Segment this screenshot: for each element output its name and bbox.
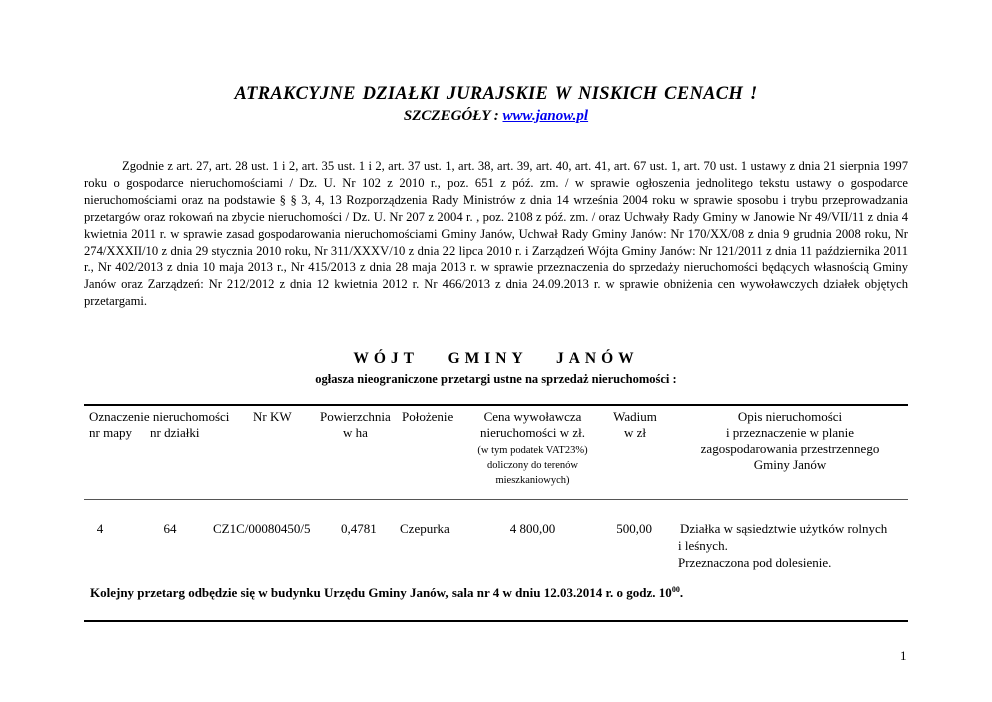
header-wadium: Wadium [613,409,657,424]
header-powierzchnia: Powierzchnia [320,409,391,424]
details-line [0,108,992,125]
header-opis: Opis nieruchomości [737,409,843,424]
cell-opis-2: i leśnych. [678,538,728,553]
page-title: ATRAKCYJNE DZIAŁKI JURAJSKIE W NISKICH CENACH ! [234,84,758,104]
header-powierzchnia-unit: w ha [343,425,368,440]
next-auction-note [90,585,683,601]
cell-wadium: 500,00 [616,521,652,536]
next-auction-text: Kolejny przetarg odbędzie się w budynku Urzędu Gminy Janów, sala nr 4 w dniu 12.03.2014 r. o godz. 10 [90,585,672,600]
header-cena-note-3: mieszkaniowych) [495,475,570,486]
cell-powierzchnia: 0,4781 [341,521,377,536]
cell-opis-3: Przeznaczona pod dolesienie. [678,555,832,570]
page-number: 1 [900,648,907,663]
announcement-subheading: ogłasza nieograniczone przetargi ustne na sprzedaż nieruchomości : [315,372,677,386]
next-auction-end: . [679,585,684,600]
cell-polozenie: Czepurka [400,521,450,536]
header-opis-4: Gminy Janów [753,457,827,472]
header-cena: Cena wywoławcza [483,409,582,424]
header-cena-note-2: doliczony do terenów [487,460,578,471]
cell-cena: 4 800,00 [509,521,556,536]
header-wadium-unit: w zł [623,425,647,440]
table-header-rule [84,499,908,500]
header-oznaczenie: Oznaczenie nieruchomości [89,409,230,424]
header-nr-dzialki: nr działki [150,425,200,440]
table-top-rule [84,404,908,406]
details-label: SZCZEGÓŁY : [403,108,499,124]
website-link[interactable]: www.janow.pl [502,108,589,124]
bottom-rule [84,620,908,622]
header-cena-note-vat: (w tym podatek VAT23%) [477,445,588,456]
cell-nr-dzialki: 64 [163,521,177,536]
header-polozenie: Położenie [402,409,454,424]
next-auction-minutes: 00 [671,585,680,594]
header-cena-unit: nieruchomości w zł. [479,425,586,440]
header-opis-3: zagospodarowania przestrzennego [700,441,880,456]
header-opis-2: i przeznaczenie w planie [725,425,855,440]
cell-nr-kw: CZ1C/00080450/5 [213,521,311,536]
header-nr-kw: Nr KW [253,409,292,424]
header-nr-mapy: nr mapy [89,425,132,440]
announcement-heading: WÓJT GMINY JANÓW [353,350,639,367]
cell-opis-1: Działka w sąsiedztwie użytków rolnych [680,521,888,536]
cell-nr-mapy: 4 [96,521,104,536]
legal-basis-paragraph: Zgodnie z art. 27, art. 28 ust. 1 i 2, art. 35 ust. 1 i 2, art. 37 ust. 1, art. 38, art. 39, art. 40, art. 41, art. 67 ust. 1, art. 70 ust. 1 ustawy z dnia 21 sierpnia 1997 roku o gospodarce nieruchomościami / Dz. U. Nr 102 z 2010 r., poz. 651 z póź. zm. / w sprawie ogłoszenia jednolitego tekstu ustawy o gospodarce nieruchomościami oraz na podstawie § § 3, 4, 13 Rozporządzenia Rady Ministrów z dnia 14 września 2004 roku w sprawie sposobu i trybu przeprowadzania przetargów oraz rokowań na zbycie nieruchomości / Dz. U. Nr 207 z 2004 r. , poz. 2108 z póź. zm. / oraz Uchwały Rady Gminy w Janowie Nr 49/VII/11 z dnia 4 kwietnia 2011 r. w sprawie zasad gospodarowania nieruchomościami Gminy Janów, Uchwał Rady Gminy Janów: Nr 170/XX/08 z dnia 9 grudnia 2008 roku, Nr 274/XXXII/10 z dnia 29 stycznia 2010 roku, Nr 311/XXXV/10 z dnia 22 lipca 2010 r. i Zarządzeń Wójta Gminy Janów: Nr 121/2011 z dnia 11 października 2011 r., Nr 402/2013 z dnia 10 maja 2013 r., Nr 415/2013 z dnia 28 maja 2013 r. w sprawie przeznaczenia do sprzedaży nieruchomości będących własnością Gminy Janów oraz Zarządzeń: Nr 212/2012 z dnia 12 kwietnia 2012 r. Nr 466/2013 z dnia 24.09.2013 r. w sprawie obniżenia cen wywoławczych działek objętych przetargami. [84,159,908,309]
